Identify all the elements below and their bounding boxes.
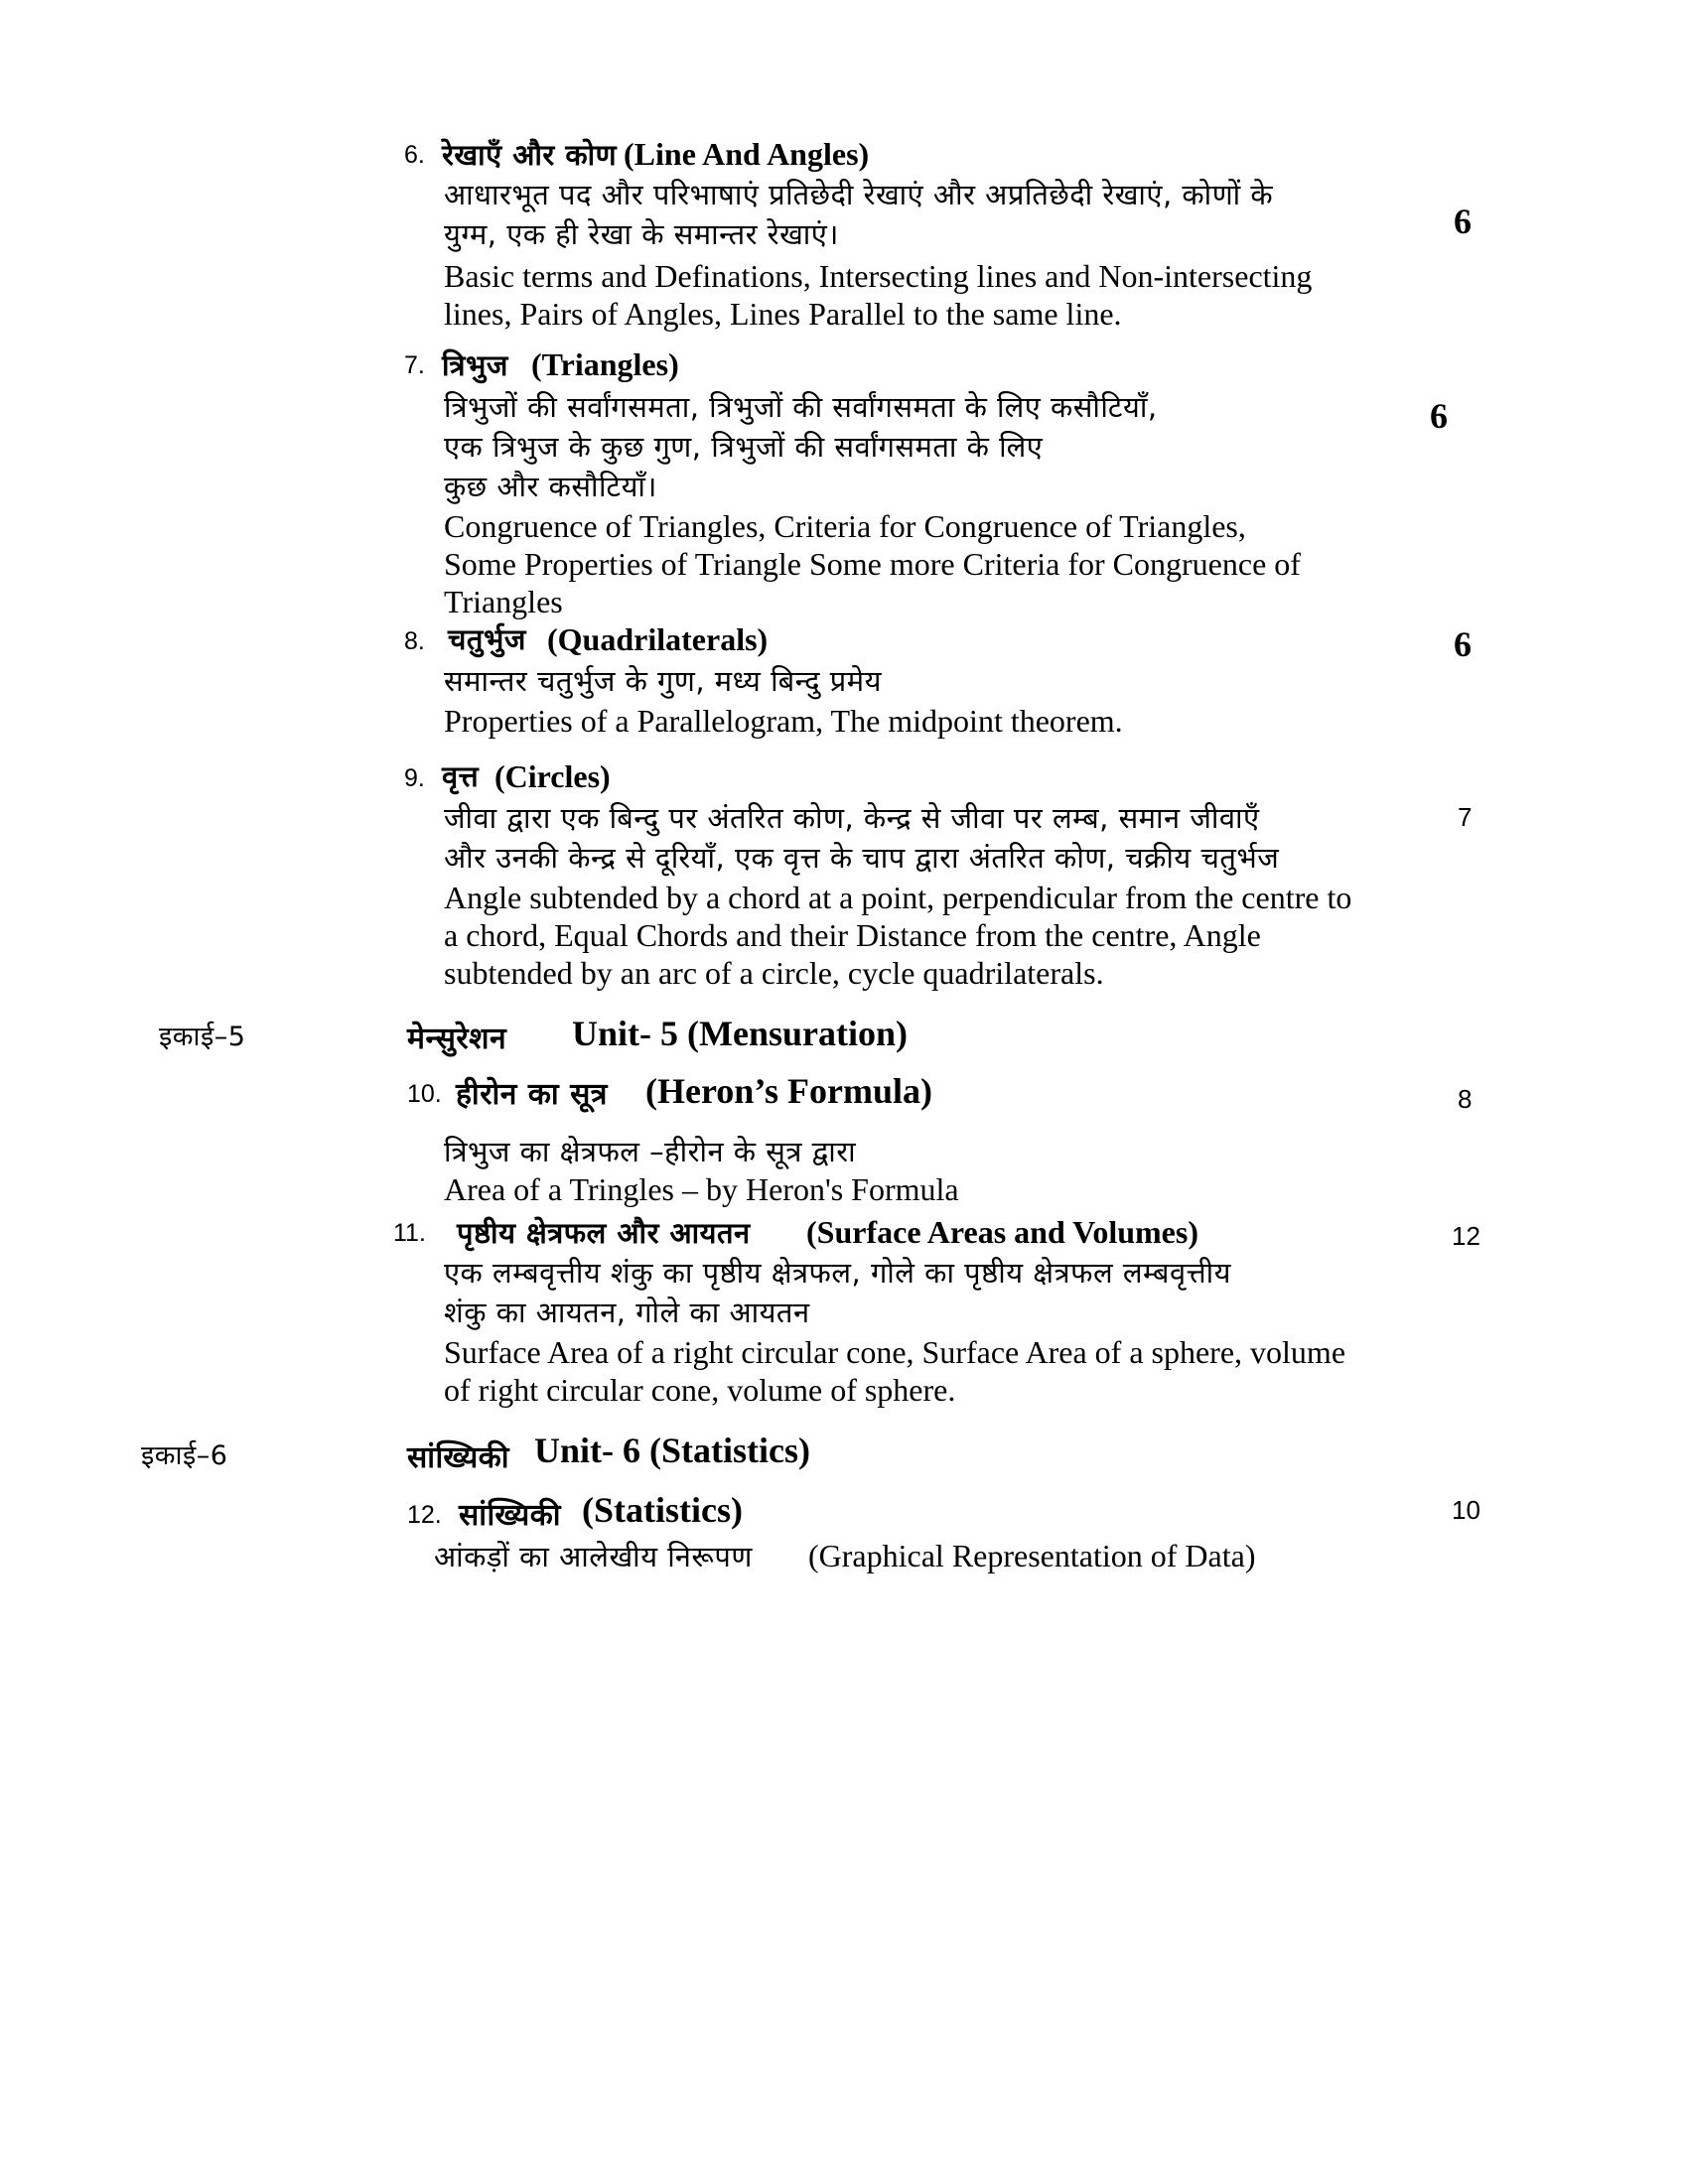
topic-content-hindi-line: आधारभूत पद और परिभाषाएं प्रतिछेदी रेखाएं और अप्रतिछेदी रेखाएं, कोणों के (444, 178, 1274, 211)
topic-title-english: (Line And Angles) (624, 136, 870, 172)
topic-content-english-line: Basic terms and Definations, Intersecting lines and Non-intersecting (444, 258, 1313, 294)
topic-title-english: (Quadrilaterals) (547, 621, 769, 657)
topic-content-hindi-line: त्रिभुजों की सर्वांगसमता, त्रिभुजों की सर्वांगसमता के लिए कसौटियाँ, (444, 390, 1158, 424)
topic-content-hindi-line: त्रिभुज का क्षेत्रफल –हीरोन के सूत्र द्वारा (444, 1135, 857, 1168)
topic-marks: 7 (1458, 802, 1473, 832)
topic-marks: 10 (1452, 1495, 1480, 1525)
topic-title-english: (Surface Areas and Volumes) (806, 1214, 1198, 1250)
topic-number: 11. (393, 1219, 426, 1247)
topic-title-hindi: त्रिभुज (442, 348, 508, 382)
topic-marks: 12 (1452, 1221, 1480, 1251)
unit-label: इकाई–5 (159, 1022, 246, 1052)
unit-title-english: Unit- 6 (Statistics) (534, 1431, 810, 1470)
topic-content-english-line: of right circular cone, volume of sphere. (444, 1372, 956, 1408)
topic-content-hindi-line: शंकु का आयतन, गोले का आयतन (444, 1296, 810, 1329)
topic-content-hindi-line: जीवा द्वारा एक बिन्दु पर अंतरित कोण, केन्द्र से जीवा पर लम्ब, समान जीवाएँ (444, 801, 1260, 835)
topic-content-english-line: subtended by an arc of a circle, cycle quadrilaterals. (444, 955, 1104, 991)
topic-content-english-line: Surface Area of a right circular cone, Surface Area of a sphere, volume (444, 1334, 1346, 1370)
topic-content-english: (Graphical Representation of Data) (808, 1538, 1256, 1573)
topic-number: 10. (407, 1080, 442, 1108)
unit-label: इकाई–6 (141, 1440, 228, 1471)
topic-title-english: (Heron’s Formula) (645, 1071, 932, 1111)
topic-content-hindi: आंकड़ों का आलेखीय निरूपण (434, 1540, 753, 1573)
topic-content-hindi-line: युग्म, एक ही रेखा के समान्तर रेखाएं। (444, 217, 839, 251)
topic-content-english-line: a chord, Equal Chords and their Distance from the centre, Angle (444, 917, 1261, 953)
topic-number: 9. (404, 764, 425, 792)
topic-content-english-line: Area of a Tringles – by Heron's Formula (444, 1171, 959, 1207)
topic-marks: 6 (1454, 624, 1472, 664)
topic-title-hindi: पृष्ठीय क्षेत्रफल और आयतन (457, 1216, 751, 1250)
topic-content-english-line: lines, Pairs of Angles, Lines Parallel to the same line. (444, 296, 1122, 332)
topic-content-hindi-line: कुछ और कसौटियाँ। (444, 470, 657, 503)
topic-number: 7. (404, 351, 425, 379)
topic-content-english-line: Some Properties of Triangle Some more Criteria for Congruence of (444, 546, 1301, 582)
topic-title-hindi: वृत्त (442, 759, 480, 793)
topic-number: 6. (404, 141, 425, 169)
unit-title-hindi: मेन्सुरेशन (407, 1022, 507, 1056)
topic-marks: 6 (1430, 396, 1448, 436)
topic-title-hindi: हीरोन का सूत्र (456, 1077, 608, 1112)
topic-content-hindi-line: एक लम्बवृत्तीय शंकु का पृष्ठीय क्षेत्रफल, गोले का पृष्ठीय क्षेत्रफल लम्बवृत्तीय (444, 1256, 1231, 1290)
topic-number: 12. (407, 1501, 442, 1529)
unit-title-english: Unit- 5 (Mensuration) (572, 1014, 908, 1053)
topic-marks: 8 (1458, 1084, 1473, 1114)
topic-content-english-line: Angle subtended by a chord at a point, perpendicular from the centre to (444, 880, 1352, 915)
topic-content-english-line: Triangles (444, 584, 563, 619)
topic-number: 8. (404, 627, 425, 655)
topic-marks: 6 (1454, 202, 1472, 241)
topic-title-english: (Statistics) (582, 1490, 743, 1530)
topic-title-english: (Triangles) (531, 346, 679, 382)
topic-title-hindi: चतुर्भुज (448, 622, 526, 656)
topic-content-hindi-line: एक त्रिभुज के कुछ गुण, त्रिभुजों की सर्वांगसमता के लिए (444, 430, 1044, 464)
unit-title-hindi: सांख्यिकी (407, 1440, 510, 1475)
topic-title-hindi: सांख्यिकी (459, 1498, 562, 1533)
topic-title-hindi: रेखाएँ और कोण (442, 138, 618, 172)
topic-content-english-line: Properties of a Parallelogram, The midpoint theorem. (444, 703, 1123, 739)
topic-title-english: (Circles) (494, 758, 611, 794)
topic-content-hindi-line: समान्तर चतुर्भुज के गुण, मध्य बिन्दु प्रमेय (444, 664, 882, 698)
topic-content-hindi-line: और उनकी केन्द्र से दूरियाँ, एक वृत्त के चाप द्वारा अंतरित कोण, चक्रीय चतुर्भज (444, 841, 1280, 875)
topic-content-english-line: Congruence of Triangles, Criteria for Congruence of Triangles, (444, 508, 1246, 544)
